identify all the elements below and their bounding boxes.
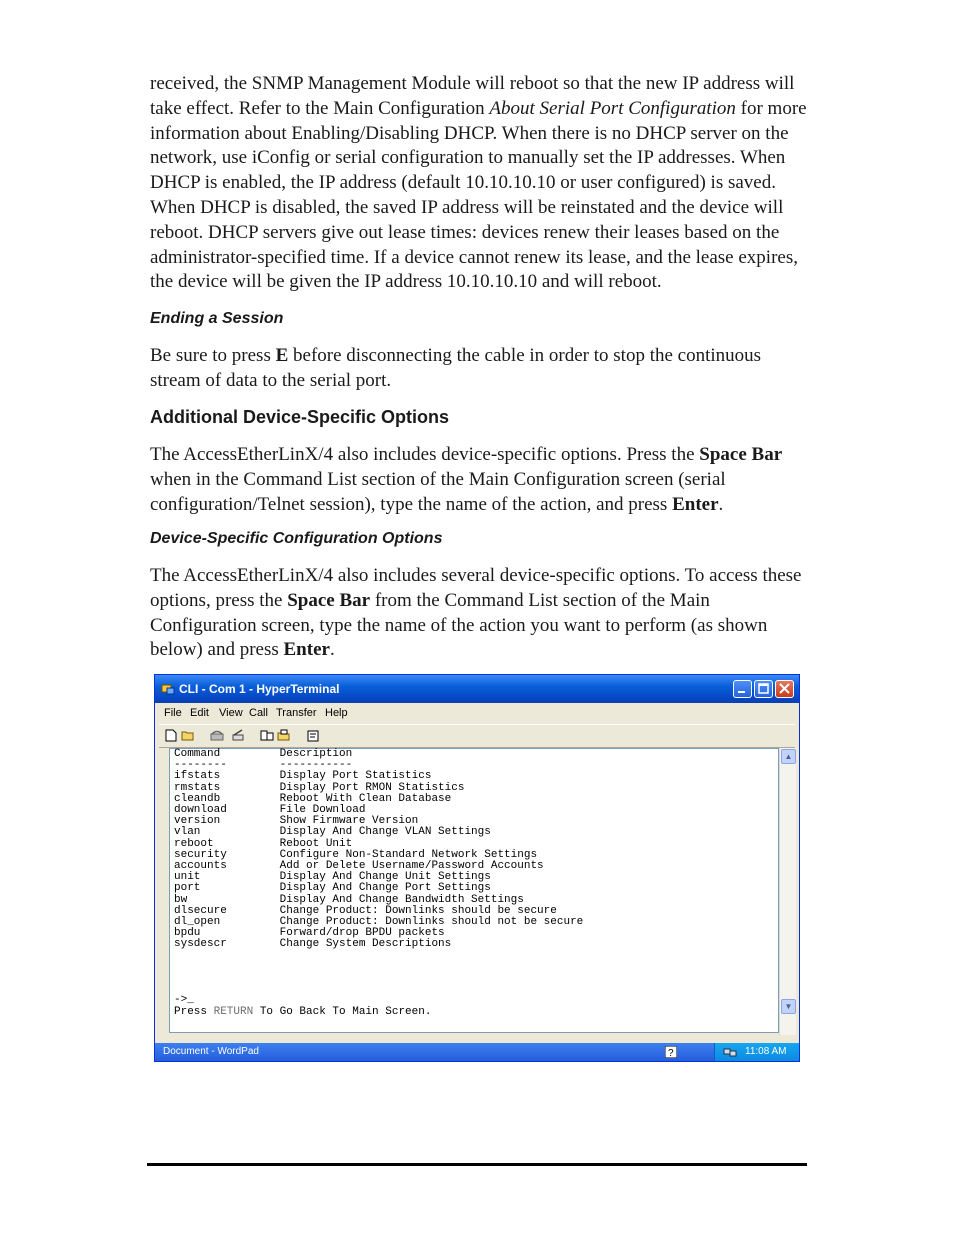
send-icon[interactable] xyxy=(260,729,274,742)
vertical-scrollbar[interactable] xyxy=(779,748,796,1035)
clock: 11:08 AM xyxy=(745,1046,787,1057)
title-bar[interactable] xyxy=(155,675,799,703)
toolbar xyxy=(159,724,795,748)
terminal-output: Command Description -------- ----------- ifstats Display Port Statistics rmstats Display Port RMON Statistics cleandb Reboot With Clean Database download File Download version Show Firmware Version vlan Display And Change VLAN Settings reboot Reboot Unit security Configure Non-Standard Network Settings accounts Add or Delete Username/Password Accounts unit Display And Change Unit Settings port Display And Change Port Settings bw Display And Change Bandwidth Settings dlsecure Change Product: Downlinks should be secure dl_open Change Product: Downlinks should not be secure bpdu Forward/drop BPDU packets sysdescr Change System Descriptions ->_ Press RETURN To Go Back To Main Screen. xyxy=(174,748,584,1018)
heading-ending-session: Ending a Session xyxy=(150,310,284,327)
window-title: CLI - Com 1 - HyperTerminal xyxy=(179,682,340,696)
menu-bar xyxy=(159,704,795,724)
disconnect-icon[interactable] xyxy=(231,729,245,742)
new-icon[interactable] xyxy=(164,729,178,742)
menu-help[interactable]: Help xyxy=(325,707,348,719)
close-button[interactable] xyxy=(775,680,794,698)
network-icon[interactable] xyxy=(723,1046,737,1058)
terminal-screen[interactable] xyxy=(169,748,779,1033)
system-tray xyxy=(714,1043,799,1061)
intro-paragraph xyxy=(150,72,810,295)
additional-options-paragraph: The AccessEtherLinX/4 also includes device-specific options. Press the Space Bar when in the Command List section of the Main Configuration screen (serial configuration/Telnet session), type the name of the action, and press Enter. xyxy=(150,444,783,515)
return-key-text: RETURN xyxy=(213,1005,254,1018)
close-icon xyxy=(776,681,793,697)
para1-text: received, the SNMP Management Module will reboot so that the new IP address will take effect. Refer to the Main Configuration About Serial Port Configuration for more information about Enabling/Disabling DHCP. When there is no DHCP server on the network, use iConfig or serial configuration to manually set the IP addresses. When DHCP is enabled, the IP address (default 10.10.10.10 or user configured) is saved. When DHCP is disabled, the saved IP address will be reinstated and the device will reboot. DHCP servers give out lease times: devices renew their leases based on the administrator-specified time. If a device cannot renew its lease, and the lease expires, the device will be given the IP address 10.10.10.10 and will reboot. xyxy=(150,73,807,293)
minimize-icon xyxy=(734,681,751,697)
ending-session-paragraph: Be sure to press E before disconnecting the cable in order to stop the continuous stream of data to the serial port. xyxy=(150,345,762,391)
menu-call[interactable]: Call xyxy=(249,707,268,719)
taskbar-task-wordpad[interactable]: Document - WordPad xyxy=(163,1046,259,1057)
taskbar xyxy=(155,1043,799,1061)
scroll-down-button[interactable]: ▼ xyxy=(781,999,796,1014)
phone-icon[interactable] xyxy=(210,729,224,742)
menu-file[interactable]: File xyxy=(164,707,182,719)
menu-transfer[interactable]: Transfer xyxy=(276,707,317,719)
menu-view[interactable]: View xyxy=(219,707,243,719)
help-icon[interactable] xyxy=(665,1046,677,1058)
hyperterminal-icon xyxy=(161,683,175,695)
maximize-button[interactable] xyxy=(754,680,773,698)
config-options-paragraph: The AccessEtherLinX/4 also includes several device-specific options. To access these options, press the Space Bar from the Command List section of the Main Configuration screen, type the name of the action you want to perform (as shown below) and press Enter. xyxy=(150,565,802,661)
footer-rule xyxy=(147,1163,807,1166)
open-icon[interactable] xyxy=(181,729,195,742)
hyperterminal-window xyxy=(154,674,800,1062)
receive-icon[interactable] xyxy=(277,729,291,742)
scroll-up-button[interactable]: ▲ xyxy=(781,749,796,764)
heading-config-options: Device-Specific Configuration Options xyxy=(150,530,443,547)
menu-edit[interactable]: Edit xyxy=(190,707,209,719)
maximize-icon xyxy=(755,681,772,697)
minimize-button[interactable] xyxy=(733,680,752,698)
svg-text:?: ? xyxy=(668,1048,674,1058)
heading-additional-options: Additional Device-Specific Options xyxy=(150,407,450,427)
properties-icon[interactable] xyxy=(306,729,320,742)
